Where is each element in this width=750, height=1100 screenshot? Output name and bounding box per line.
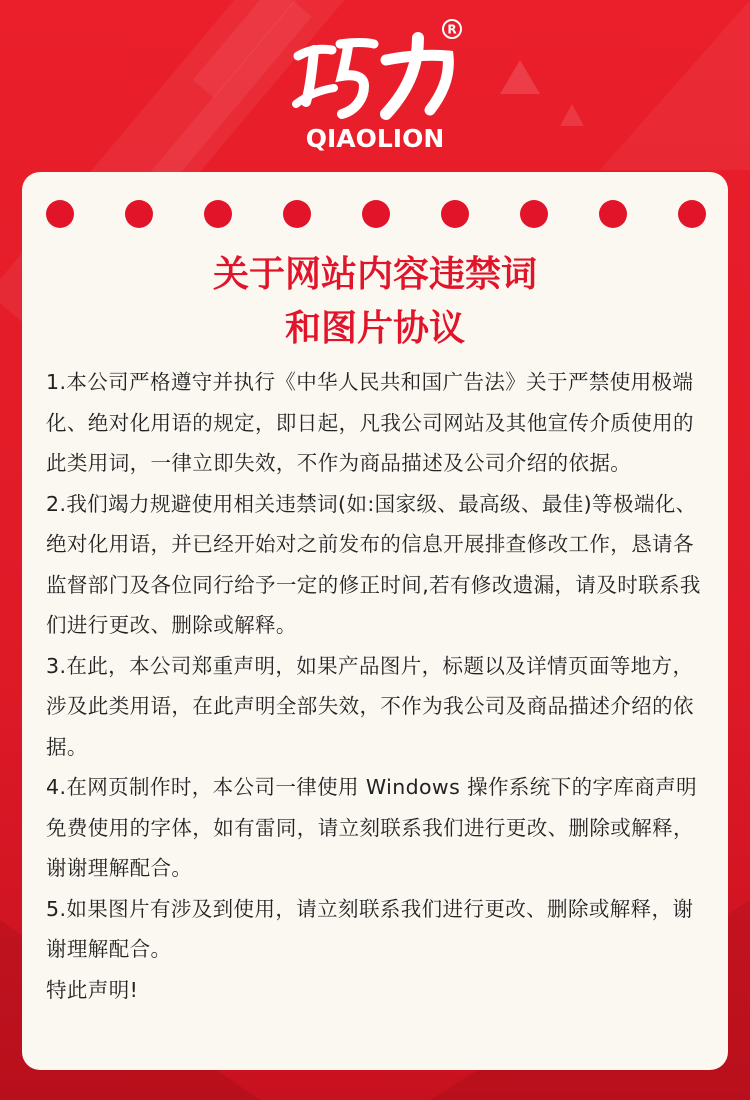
svg-text:R: R [447, 22, 457, 37]
statement-paragraph-5: 5.如果图片有涉及到使用，请立刻联系我们进行更改、删除或解释，谢谢理解配合。 [46, 896, 694, 961]
binder-dot [204, 200, 232, 228]
statement-card [22, 172, 728, 1070]
statement-title [22, 248, 728, 356]
statement-paragraph-4: 4.在网页制作时，本公司一律使用 Windows 操作系统下的字库商声明免费使用的字体，如有雷同，请立刻联系我们进行更改、删除或解释，谢谢理解配合。 [46, 775, 697, 880]
statement-body [46, 362, 710, 1010]
statement-paragraph-2: 2.我们竭力规避使用相关违禁词(如:国家级、最高级、最佳)等极端化、绝对化用语，并已经开始对之前发布的信息开展排查修改工作，恳请各监督部门及各位同行给予一定的修正时间,若有修改遗漏，请及时联系我们进行更改、删除或解释。 [46, 491, 701, 637]
statement-closing: 特此声明! [46, 977, 139, 1002]
binder-dot [125, 200, 153, 228]
binder-dot [362, 200, 390, 228]
qiaoli-calligraphy-logo [290, 30, 465, 120]
binder-dot [441, 200, 469, 228]
registered-trademark-icon [441, 18, 463, 40]
brand-wordmark: QIAOLION [305, 124, 445, 153]
binder-dots [46, 200, 706, 230]
brand-header [0, 0, 750, 170]
binder-dot [520, 200, 548, 228]
title-line-1: 关于网站内容违禁词 [212, 254, 537, 295]
binder-dot [46, 200, 74, 228]
binder-dot [283, 200, 311, 228]
binder-dot [678, 200, 706, 228]
statement-paragraph-3: 3.在此，本公司郑重声明，如果产品图片，标题以及详情页面等地方，涉及此类用语，在此声明全部失效，不作为我公司及商品描述介绍的依据。 [46, 653, 694, 759]
title-line-2: 和图片协议 [284, 308, 465, 349]
statement-paragraph-1: 1.本公司严格遵守并执行《中华人民共和国广告法》关于严禁使用极端化、绝对化用语的规定，即日起，凡我公司网站及其他宣传介质使用的此类用词，一律立即失效，不作为商品描述及公司介绍的依据。 [46, 370, 694, 475]
binder-dot [599, 200, 627, 228]
